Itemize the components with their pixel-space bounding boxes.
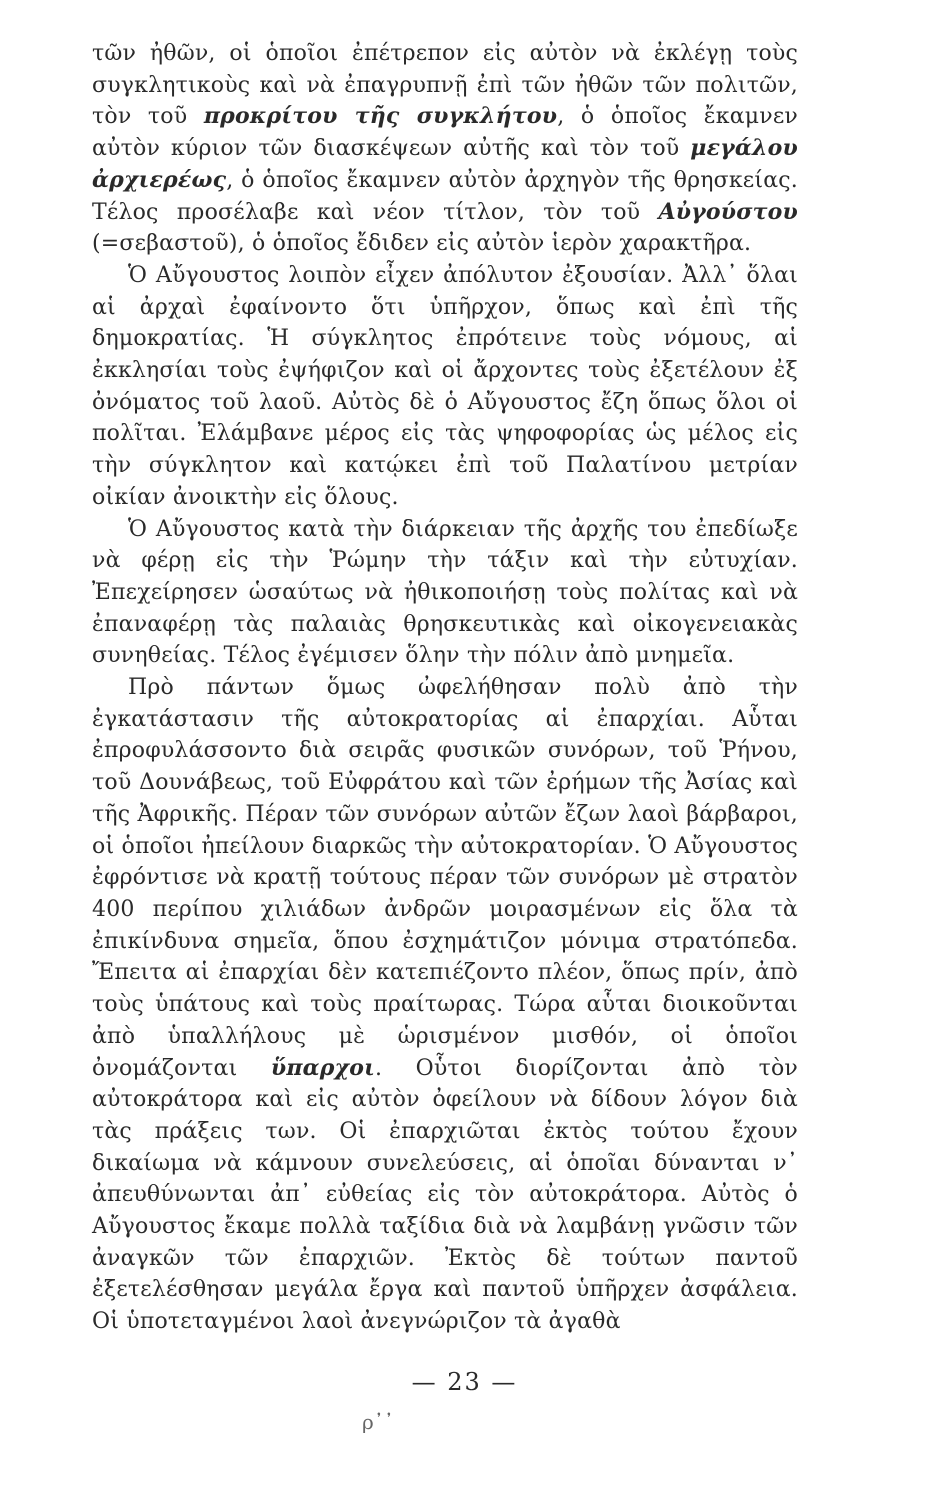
text-run: , ὁ ὁποῖος ἔκαμνεν αὐτὸν ἀρχηγὸν τῆς θρησκείας. Τέλος προσέλαβε καὶ νέον τίτλον, τὸν τοῦ [92, 167, 798, 225]
text-run: . Οὗτοι διορίζονται ἀπὸ τὸν αὐτοκράτορα καὶ εἰς αὐτὸν ὀφείλουν νὰ δίδουν λόγον διὰ τὰς πράξεις των. Οἱ ἐπαρχιῶται ἐκτὸς τούτου ἔχουν δικαίωμα νὰ κάμνουν συνελεύσεις, αἱ ὁποῖαι δύνανται ν᾽ ἀπευθύνωνται ἀπ᾽ εὐθείας εἰς τὸν αὐτοκράτορα. Αὐτὸς ὁ Αὔγουστος ἔκαμε πολλὰ ταξίδια διὰ νὰ λαμβάνῃ γνῶσιν τῶν ἀναγκῶν τῶν ἐπαρχιῶν. Ἐκτὸς δὲ τούτων παντοῦ ἐξετελέσθησαν μεγάλα ἔργα καὶ παντοῦ ὑπῆρχεν ἀσφάλεια. Οἱ ὑποτεταγμένοι λαοὶ ἀνεγνώριζον τὰ ἀγαθὰ [92, 1055, 798, 1335]
text-run: Πρὸ πάντων ὅμως ὠφελήθησαν πολὺ ἀπὸ τὴν ἐγκατάστασιν τῆς αὐτοκρατορίας αἱ ἐπαρχίαι. Αὗται ἐπροφυλάσσοντο διὰ σειρᾶς φυσικῶν συνόρων, τοῦ Ῥήνου, τοῦ Δουνάβεως, τοῦ Εὐφράτου καὶ τῶν ἐρήμων τῆς Ἀσίας καὶ τῆς Ἀφρικῆς. Πέραν τῶν συνόρων αὐτῶν ἔζων λαοὶ βάρβαροι, οἱ ὁποῖοι ἠπείλουν διαρκῶς τὴν αὐτοκρατορίαν. Ὁ Αὔγουστος ἐφρόντισε νὰ κρατῇ τούτους πέραν τῶν συνόρων μὲ στρατὸν 400 περίπου χιλιάδων ἀνδρῶν μοιρασμένων εἰς ὅλα τὰ ἐπικίνδυνα σημεῖα, ὅπου ἐσχημάτιζον μόνιμα στρατόπεδα. Ἔπειτα αἱ ἐπαρχίαι δὲν κατεπιέζοντο πλέον, ὅπως πρίν, ἀπὸ τοὺς ὑπάτους καὶ τοὺς πραίτωρας. Τώρα αὗται διοικοῦνται ἀπὸ ὑπαλλήλους μὲ ὡρισμένον μισθόν, οἱ ὁποῖοι ὀνομάζονται [92, 675, 798, 1081]
handwritten-mark: ρ᾽᾽ [362, 1410, 394, 1434]
text-run: Ὁ Αὔγουστος κατὰ τὴν διάρκειαν τῆς ἀρχῆς του ἐπεδίωξε νὰ φέρῃ εἰς τὴν Ῥώμην τὴν τάξιν καὶ τὴν εὐτυχίαν. Ἐπεχείρησεν ὡσαύτως νὰ ἠθικοποιήσῃ τοὺς πολίτας καὶ νὰ ἐπαναφέρῃ τὰς παλαιὰς θρησκευτικὰς καὶ οἰκογενειακὰς συνηθείας. Τέλος ἐγέμισεν ὅλην τὴν πόλιν ἀπὸ μνημεῖα. [92, 516, 798, 669]
text-run: τῶν ἠθῶν, οἱ ὁποῖοι ἐπέτρεπον εἰς αὐτὸν νὰ ἐκλέγῃ τοὺς συγκλητικοὺς καὶ νὰ ἐπαγρυπνῇ ἐπὶ τῶν ἠθῶν τῶν πολιτῶν, τὸν τοῦ [92, 41, 798, 130]
text-run: (=σεβαστοῦ), ὁ ὁποῖος ἔδιδεν εἰς αὐτὸν ἱερὸν χαρακτῆρα. [92, 231, 752, 257]
text-run: , ὁ ὁποῖος ἔκαμνεν αὐτὸν κύριον τῶν διασκέψεων αὐτῆς καὶ τὸν τοῦ [92, 104, 798, 162]
emphasized-term: προκρίτου τῆς συγκλήτου [203, 103, 558, 130]
paragraph [92, 514, 798, 673]
emphasized-term: ὕπαρχοι [270, 1054, 375, 1081]
emphasized-term: μεγάλου ἀρχιερέως [92, 135, 798, 193]
body-text [92, 38, 798, 1338]
emphasized-term: Αὐγούστου [658, 198, 798, 225]
text-run: Ὁ Αὔγουστος λοιπὸν εἶχεν ἀπόλυτον ἐξουσίαν. Ἀλλ᾽ ὅλαι αἱ ἀρχαὶ ἐφαίνοντο ὅτι ὑπῆρχον, ὅπως καὶ ἐπὶ τῆς δημοκρατίας. Ἡ σύγκλητος ἐπρότεινε τοὺς νόμους, αἱ ἐκκλησίαι τοὺς ἐψήφιζον καὶ οἱ ἄρχοντες τοὺς ἐξετέλουν ἐξ ὀνόματος τοῦ λαοῦ. Αὐτὸς δὲ ὁ Αὔγουστος ἔζη ὅπως ὅλοι οἱ πολῖται. Ἐλάμβανε μέρος εἰς τὰς ψηφοφορίας ὡς μέλος εἰς τὴν σύγκλητον καὶ κατῴκει ἐπὶ τοῦ Παλατίνου μετρίαν οἰκίαν ἀνοικτὴν εἰς ὅλους. [92, 262, 798, 510]
page-number: — 23 — [411, 1368, 518, 1396]
paragraph [92, 38, 798, 260]
paragraph [92, 260, 798, 514]
paragraph [92, 672, 798, 1338]
